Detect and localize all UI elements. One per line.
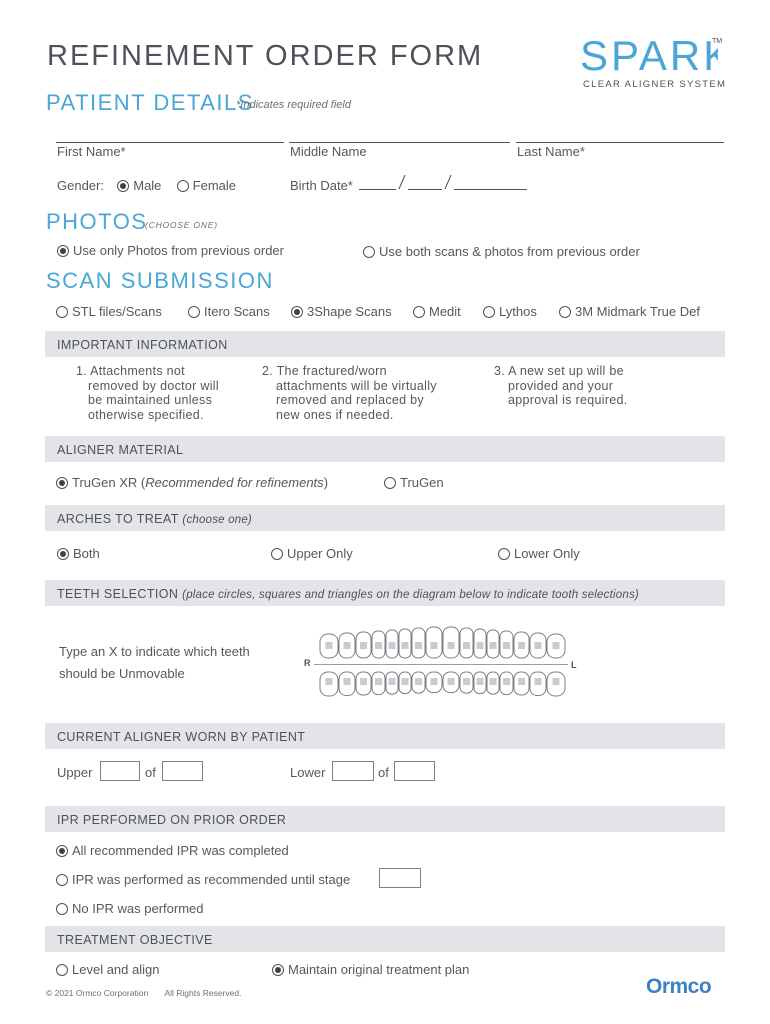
upper-of-label: of (145, 765, 156, 780)
attachment-marker (553, 642, 560, 649)
scan-medit-label: Medit (429, 304, 461, 319)
gender-male-radio[interactable] (117, 180, 129, 192)
attachment-marker (490, 642, 497, 649)
objective-level-label: Level and align (72, 962, 160, 977)
spark-logo-mark (578, 30, 718, 78)
objective-option-level[interactable] (56, 962, 159, 977)
ipr-none-label: No IPR was performed (72, 901, 204, 916)
scan-itero-radio[interactable] (188, 306, 200, 318)
attachment-marker (344, 678, 351, 685)
scan-3m-radio[interactable] (559, 306, 571, 318)
attachment-marker (344, 642, 351, 649)
arches-note: (choose one) (182, 514, 252, 526)
aligner-material-bar (45, 436, 725, 462)
attachment-marker (415, 642, 422, 649)
attachment-marker (503, 678, 510, 685)
current-aligner-bar (45, 723, 725, 749)
material-trugen-xr-label: TruGen XR ( (72, 475, 146, 490)
material-trugen-label: TruGen (400, 475, 444, 490)
arches-both-radio[interactable] (57, 548, 69, 560)
ipr-option-none[interactable] (56, 901, 204, 916)
attachment-marker (389, 678, 396, 685)
attachment-marker (477, 642, 484, 649)
arches-option-upper[interactable] (271, 546, 353, 561)
scan-option-3shape[interactable] (291, 304, 392, 319)
attachment-marker (375, 678, 382, 685)
lower-aligner-label: Lower (290, 765, 326, 780)
page-title: REFINEMENT ORDER FORM (47, 40, 484, 72)
date-slash-icon (397, 174, 407, 190)
birth-year-input[interactable] (454, 189, 527, 190)
info-item-1-line: be maintained unless (88, 393, 213, 407)
info-item-2-line: attachments will be virtually (276, 378, 437, 393)
arches-option-both[interactable] (57, 546, 100, 561)
attachment-marker (518, 642, 525, 649)
ipr-title: IPR PERFORMED ON PRIOR ORDER (57, 813, 287, 827)
aligner-material-title: ALIGNER MATERIAL (57, 443, 184, 457)
objective-level-radio[interactable] (56, 964, 68, 976)
arches-title: ARCHES TO TREAT (57, 512, 179, 526)
ipr-option-all[interactable] (56, 843, 289, 858)
footer-rights-text: All Rights Reserved. (164, 988, 242, 998)
teeth-instruction-line2: should be Unmovable (59, 666, 185, 681)
attachment-marker (477, 678, 484, 685)
required-field-note: *Indicates required field (236, 99, 351, 111)
scan-lythos-label: Lythos (499, 304, 537, 319)
material-trugen-xr-close: ) (323, 475, 329, 490)
attachment-marker (431, 642, 438, 649)
attachment-marker (463, 642, 470, 649)
info-item-2 (262, 364, 437, 422)
attachment-marker (448, 642, 455, 649)
material-option-trugen-xr[interactable] (56, 475, 328, 490)
upper-arch (320, 627, 565, 658)
patient-details-heading: PATIENT DETAILS (46, 90, 254, 115)
footer-copyright (46, 988, 241, 998)
attachment-marker (553, 678, 560, 685)
material-trugen-xr-radio[interactable] (56, 477, 68, 489)
ipr-none-radio[interactable] (56, 903, 68, 915)
teeth-left-label: L (571, 660, 577, 670)
scan-option-itero[interactable] (188, 304, 270, 319)
scan-option-medit[interactable] (413, 304, 461, 319)
lower-current-input[interactable] (332, 761, 374, 781)
scan-option-lythos[interactable] (483, 304, 537, 319)
birth-day-input[interactable] (408, 189, 442, 190)
date-slash-icon (443, 174, 453, 190)
ipr-until-radio[interactable] (56, 874, 68, 886)
important-info-bar (45, 331, 725, 357)
scan-submission-heading: SCAN SUBMISSION (46, 268, 274, 293)
ipr-option-until[interactable] (56, 872, 350, 887)
photos-both-label: Use both scans & photos from previous order (379, 244, 640, 259)
arches-both-label: Both (73, 546, 100, 561)
photos-heading: PHOTOS (46, 209, 148, 234)
arches-lower-radio[interactable] (498, 548, 510, 560)
photos-both-radio[interactable] (363, 246, 375, 258)
treatment-objective-title: TREATMENT OBJECTIVE (57, 933, 213, 947)
attachment-marker (326, 678, 333, 685)
middle-name-input[interactable] (289, 142, 510, 143)
gender-female-label: Female (192, 178, 237, 193)
attachment-marker (448, 678, 455, 685)
scan-option-3m[interactable] (559, 304, 700, 319)
attachment-marker (402, 642, 409, 649)
first-name-label: First Name* (57, 144, 126, 159)
scan-lythos-radio[interactable] (483, 306, 495, 318)
info-item-1-line: otherwise specified. (88, 407, 204, 422)
info-item-1-line: removed by doctor will (88, 378, 219, 393)
arches-lower-label: Lower Only (514, 546, 580, 561)
info-item-3-line: provided and your (508, 378, 614, 393)
arches-bar (45, 505, 725, 531)
first-name-input[interactable] (56, 142, 284, 143)
treatment-objective-bar (45, 926, 725, 952)
photos-option-both[interactable] (363, 244, 640, 259)
scan-medit-radio[interactable] (413, 306, 425, 318)
ipr-all-label: All recommended IPR was completed (72, 843, 289, 858)
arches-option-lower[interactable] (498, 546, 580, 561)
lower-total-input[interactable] (394, 761, 435, 781)
gender-male-label: Male (133, 178, 162, 193)
attachment-marker (389, 642, 396, 649)
info-item-1 (76, 364, 219, 422)
gender-female-radio[interactable] (177, 180, 189, 192)
info-item-3 (494, 364, 628, 408)
teeth-selection-title: TEETH SELECTION (57, 587, 179, 601)
ipr-stage-input[interactable] (379, 868, 421, 888)
scan-stl-radio[interactable] (56, 306, 68, 318)
lower-of-label: of (378, 765, 389, 780)
scan-option-stl[interactable] (56, 304, 162, 319)
info-item-3-line: approval is required. (508, 393, 628, 407)
info-item-2-line: new ones if needed. (276, 407, 394, 422)
scan-3shape-radio[interactable] (291, 306, 303, 318)
material-option-trugen[interactable] (384, 475, 444, 490)
objective-maintain-label: Maintain original treatment plan (288, 962, 470, 977)
ipr-bar (45, 806, 725, 832)
teeth-selection-note: (place circles, squares and triangles on the diagram below to indicate tooth selections) (182, 589, 639, 601)
arches-upper-label: Upper Only (287, 546, 353, 561)
photos-previous-label: Use only Photos from previous order (73, 243, 284, 258)
material-trugen-radio[interactable] (384, 477, 396, 489)
upper-total-input[interactable] (162, 761, 203, 781)
info-item-2-line: removed and replaced by (276, 393, 424, 407)
info-item-3-line: 3. A new set up will be (494, 364, 624, 378)
teeth-instruction-line1: Type an X to indicate which teeth (59, 644, 250, 659)
info-item-1-line: 1. Attachments not (76, 364, 185, 378)
photos-option-previous[interactable] (57, 243, 284, 258)
objective-maintain-radio[interactable] (272, 964, 284, 976)
logo-subtitle: CLEAR ALIGNER SYSTEM (583, 79, 727, 90)
current-aligner-title: CURRENT ALIGNER WORN BY PATIENT (57, 730, 306, 744)
footer-copyright-text: © 2021 Ormco Corporation (46, 988, 149, 998)
important-info-title: IMPORTANT INFORMATION (57, 338, 228, 352)
objective-option-maintain[interactable] (272, 962, 469, 977)
attachment-marker (463, 678, 470, 685)
scan-3m-label: 3M Midmark True Def (575, 304, 700, 319)
birth-date-label: Birth Date* (290, 178, 353, 193)
attachment-marker (375, 642, 382, 649)
middle-name-label: Middle Name (290, 144, 367, 159)
lower-arch (320, 672, 565, 696)
attachment-marker (360, 678, 367, 685)
info-item-2-line: 2. The fractured/worn (262, 364, 387, 378)
teeth-diagram[interactable] (316, 624, 570, 702)
attachment-marker (402, 678, 409, 685)
upper-current-input[interactable] (100, 761, 140, 781)
logo-tm: TM (712, 38, 723, 45)
photos-choose-note: (CHOOSE ONE) (145, 220, 218, 230)
attachment-marker (415, 678, 422, 685)
photos-previous-radio[interactable] (57, 245, 69, 257)
gender-label: Gender: (57, 178, 104, 193)
teeth-right-label: R (304, 658, 311, 668)
ipr-until-label: IPR was performed as recommended until stage (72, 872, 351, 887)
attachment-marker (360, 642, 367, 649)
ormco-logo: Ormco (646, 975, 712, 998)
teeth-selection-bar (45, 580, 725, 606)
attachment-marker (535, 678, 542, 685)
ipr-all-radio[interactable] (56, 845, 68, 857)
spark-logo-text: SPAR (580, 32, 704, 78)
gender-group (57, 178, 236, 193)
attachment-marker (503, 642, 510, 649)
scan-itero-label: Itero Scans (204, 304, 270, 319)
attachment-marker (518, 678, 525, 685)
birth-month-input[interactable] (359, 189, 396, 190)
attachment-marker (490, 678, 497, 685)
material-trugen-xr-note: Recommended for refinements (145, 475, 324, 490)
last-name-input[interactable] (516, 142, 724, 143)
last-name-label: Last Name* (517, 144, 585, 159)
upper-aligner-label: Upper (57, 765, 93, 780)
arches-upper-radio[interactable] (271, 548, 283, 560)
scan-3shape-label: 3Shape Scans (307, 304, 392, 319)
attachment-marker (431, 678, 438, 685)
attachment-marker (326, 642, 333, 649)
scan-stl-label: STL files/Scans (72, 304, 162, 319)
attachment-marker (535, 642, 542, 649)
